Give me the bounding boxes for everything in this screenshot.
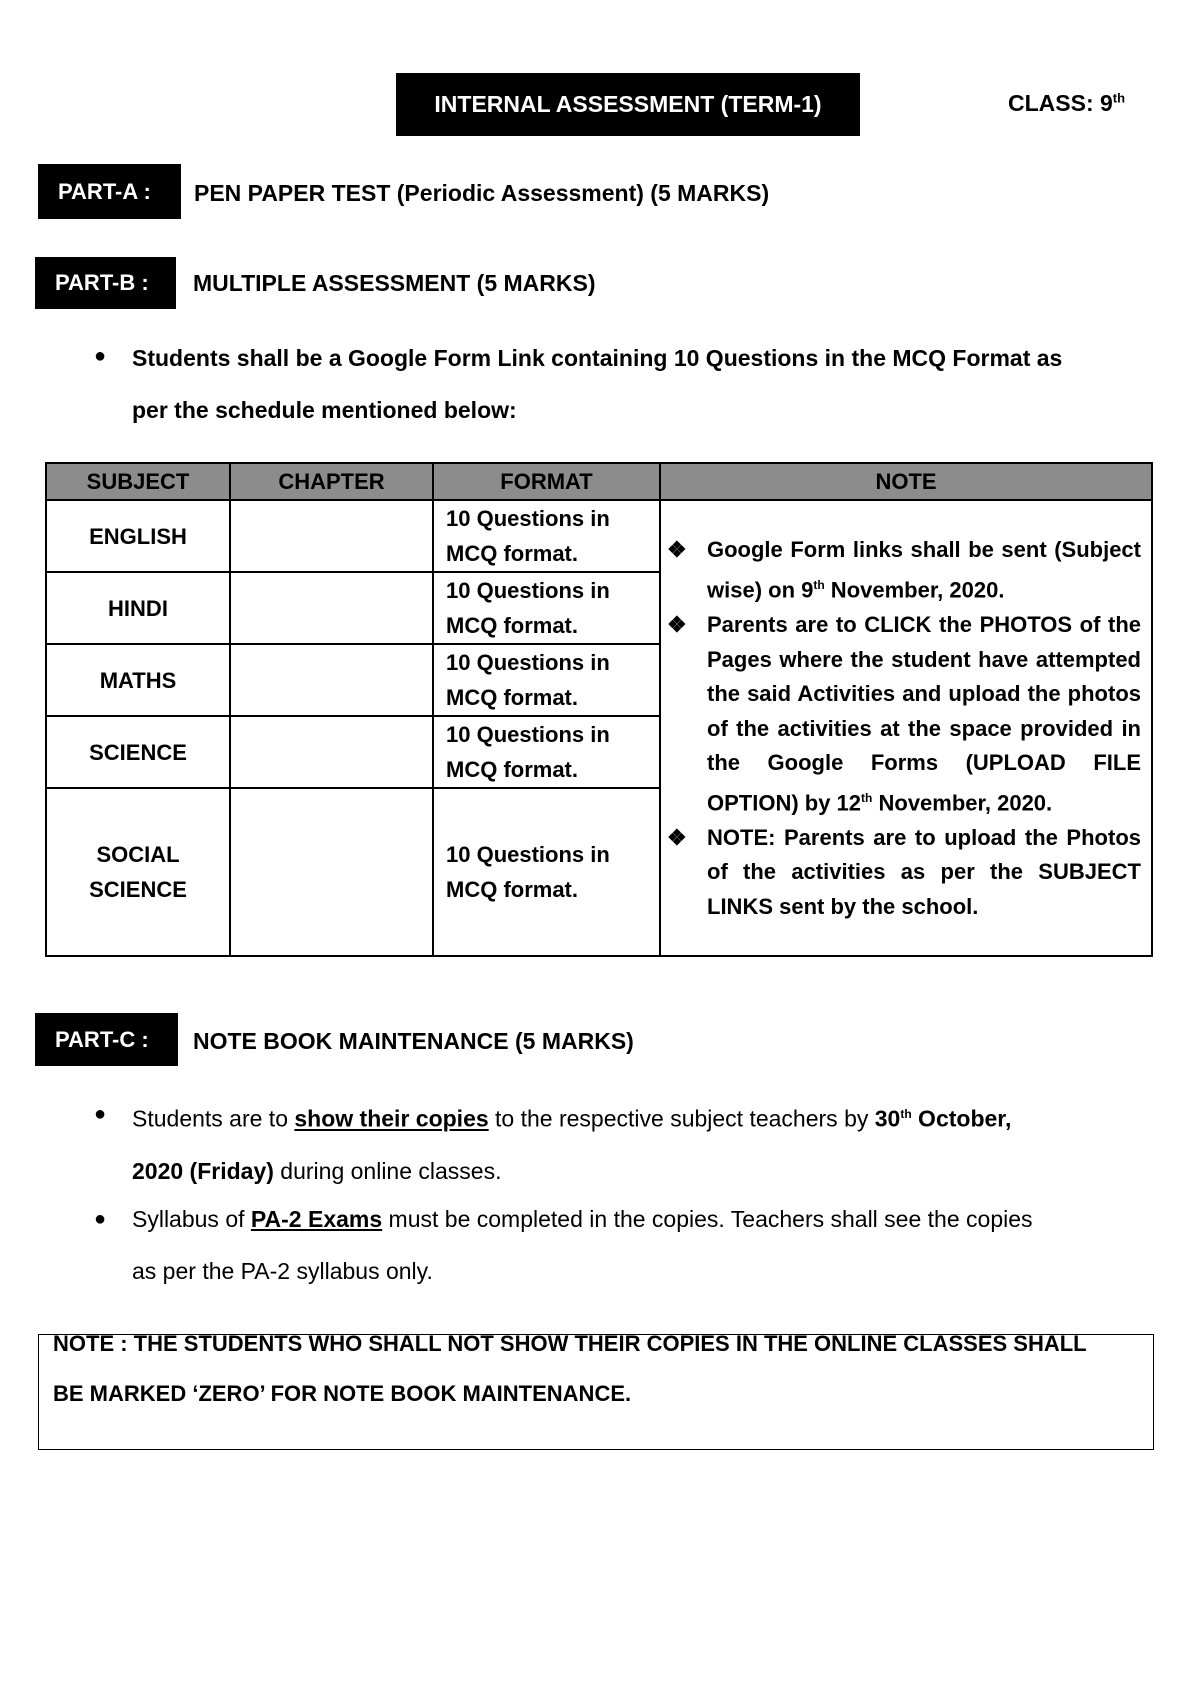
table-row [46,500,1152,572]
class-label: CLASS: 9th [1008,90,1126,116]
subject-cell: ENGLISH [46,500,230,572]
diamond-bullet-icon: ❖ [667,824,687,850]
header-subject: SUBJECT [46,463,230,500]
bullet-icon: ● [94,345,107,367]
document-title-text: INTERNAL ASSESSMENT (TERM-1) [434,91,822,117]
part-c-tag: PART-C : [35,1013,178,1066]
chapter-cell [230,644,433,716]
header-chapter: CHAPTER [230,463,433,500]
document-title [396,73,860,136]
format-cell: 10 Questions in MCQ format. [433,644,660,716]
part-a-title: PEN PAPER TEST (Periodic Assessment) (5 MARKS) [194,180,770,206]
bullet-icon: ● [94,1208,107,1230]
bullet-icon: ● [94,1103,107,1125]
format-cell: 10 Questions in MCQ format. [433,500,660,572]
subject-cell: SOCIAL SCIENCE [46,788,230,956]
part-b-title: MULTIPLE ASSESSMENT (5 MARKS) [193,270,596,296]
format-cell: 10 Questions in MCQ format. [433,716,660,788]
subject-cell: MATHS [46,644,230,716]
schedule-table [45,462,1153,957]
note-item: ❖ NOTE: Parents are to upload the Photos of the activities as per the SUBJECT LINKS sent by the school. [667,821,1141,925]
table-header-row [46,463,1152,500]
note-cell [660,500,1152,956]
chapter-cell [230,500,433,572]
part-c-bullet-1: Students are to show their copies to the respective subject teachers by 30th October, 2020 (Friday) during online classes. [132,1105,1012,1184]
note-item: ❖ Google Form links shall be sent (Subject wise) on 9th November, 2020. [667,533,1141,608]
part-b-tag: PART-B : [35,257,176,309]
part-b-bullet: Students shall be a Google Form Link containing 10 Questions in the MCQ Format as per the schedule mentioned below: [132,345,1063,423]
part-c-title: NOTE BOOK MAINTENANCE (5 MARKS) [193,1028,634,1054]
format-cell: 10 Questions in MCQ format. [433,788,660,956]
chapter-cell [230,716,433,788]
chapter-cell [230,788,433,956]
chapter-cell [230,572,433,644]
format-cell: 10 Questions in MCQ format. [433,572,660,644]
diamond-bullet-icon: ❖ [667,611,687,637]
subject-cell: HINDI [46,572,230,644]
note-item: ❖ Parents are to CLICK the PHOTOS of the Pages where the student have attempted the said Activities and upload the photos of the activities at the space provided in the Google Forms (UPLOAD FILE OPTION) by 12th November, 2020. [667,608,1141,821]
diamond-bullet-icon: ❖ [667,537,687,563]
part-a-tag: PART-A : [38,164,181,219]
notice-box: NOTE : THE STUDENTS WHO SHALL NOT SHOW THEIR COPIES IN THE ONLINE CLASSES SHALL BE MARKED ‘ZERO’ FOR NOTE BOOK MAINTENANCE. [38,1334,1154,1450]
header-note: NOTE [660,463,1152,500]
subject-cell: SCIENCE [46,716,230,788]
part-c-bullet-2: Syllabus of PA-2 Exams must be completed in the copies. Teachers shall see the copies as per the PA-2 syllabus only. [132,1206,1033,1284]
header-format: FORMAT [433,463,660,500]
